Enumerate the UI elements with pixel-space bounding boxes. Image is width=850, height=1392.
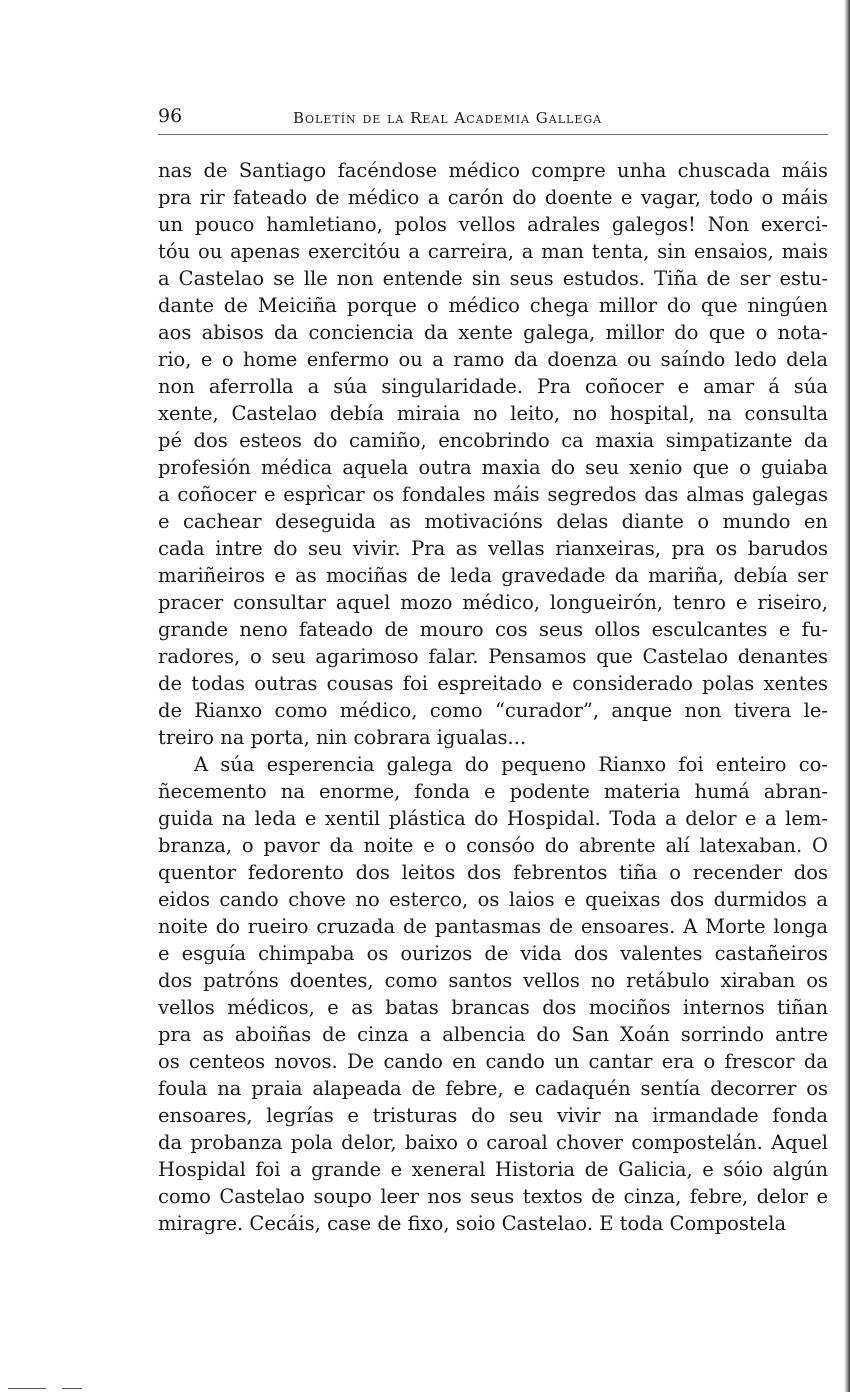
text-line: pra rir fateado de médico a carón do doente e vagar, todo o máis — [158, 186, 828, 209]
text-line: ensoares, legrías e tristuras do seu vivir na irmandade fonda — [158, 1104, 828, 1127]
running-header — [158, 104, 828, 132]
text-line: non aferrolla a súa singularidade. Pra coñocer e amar á súa — [158, 375, 828, 398]
text-line: cada intre do seu vivir. Pra as vellas rianxeiras, pra os barudos — [158, 537, 828, 560]
text-line: ñecemento na enorme, fonda e podente materia humá abran- — [158, 780, 828, 803]
text-line: rio, e o home enfermo ou a ramo da doenza ou saíndo ledo dela — [158, 348, 828, 371]
body-text — [158, 157, 828, 1237]
text-line: como Castelao soupo leer nos seus textos de cinza, febre, delor e — [158, 1185, 828, 1208]
text-line: treiro na porta, nin cobrara igualas... — [158, 726, 527, 749]
text-line: aos abisos da conciencia da xente galega, millor do que o nota- — [158, 321, 828, 344]
text-line: guida na leda e xentil plástica do Hospidal. Toda a delor e a lem- — [158, 807, 828, 830]
text-line: profesión médica aquela outra maxia do seu xenio que o guiaba — [158, 456, 828, 479]
text-line: foula na praia alapeada de febre, e cadaquén sentía decorrer os — [158, 1077, 828, 1100]
text-line: pracer consultar aquel mozo médico, longueirón, tenro e riseiro, — [158, 591, 828, 614]
text-line: dos patróns doentes, como santos vellos no retábulo xiraban os — [158, 969, 828, 992]
page-edge-shadow — [844, 0, 850, 1392]
text-line: quentor fedorento dos leitos dos febrentos tiña o recender dos — [158, 861, 828, 884]
text-line: de todas outras cousas foi espreitado e considerado polas xentes — [158, 672, 828, 695]
text-line: nas de Santiago facéndose médico compre unha chuscada máis — [158, 159, 828, 182]
page-number: 96 — [158, 105, 183, 127]
text-line: un pouco hamletiano, polos vellos adrales galegos! Non exerci- — [158, 213, 828, 236]
text-line: e cachear deseguida as motivacións delas diante o mundo en — [158, 510, 828, 533]
text-line: dante de Meiciña porque o médico chega millor do que ningúen — [158, 294, 828, 317]
text-line: grande neno fateado de mouro cos seus ollos esculcantes e fu- — [158, 618, 828, 641]
text-line: vellos médicos, e as batas brancas dos mociños internos tiñan — [158, 996, 828, 1019]
text-line: tóu ou apenas exercitóu a carreira, a man tenta, sin ensaios, mais — [158, 240, 828, 263]
header-rule — [158, 134, 828, 135]
text-line: a coñocer e esprìcar os fondales máis segredos das almas galegas — [158, 483, 828, 506]
running-title: Boletín de la Real Academia Gallega — [293, 109, 603, 127]
text-line: noite do rueiro cruzada de pantasmas de ensoares. A Morte longa — [158, 915, 828, 938]
text-line: e esguía chimpaba os ourizos de vida dos valentes castañeiros — [158, 942, 828, 965]
text-line: da probanza pola delor, baixo o caroal chover compostelán. Aquel — [158, 1131, 828, 1154]
text-line: Hospidal foi a grande e xeneral Historia de Galicia, e sóio algún — [158, 1158, 828, 1181]
text-line: A súa esperencia galega do pequeno Rianxo foi enteiro co- — [194, 753, 828, 776]
text-line: mariñeiros e as mociñas de leda gravedade da mariña, debía ser — [158, 564, 828, 587]
text-line: eidos cando chove no esterco, os laios e queixas dos durmidos a — [158, 888, 828, 911]
text-line: xente, Castelao debía miraia no leito, no hospital, na consulta — [158, 402, 828, 425]
footer-rule-mark — [8, 1388, 46, 1389]
text-line: radores, o seu agarimoso falar. Pensamos que Castelao denantes — [158, 645, 828, 668]
footer-rule-mark — [62, 1388, 82, 1389]
text-line: a Castelao se lle non entende sin seus estudos. Tiña de ser estu- — [158, 267, 828, 290]
text-line: branza, o pavor da noite e o consóo do abrente alí latexaban. O — [158, 834, 828, 857]
text-line: pé dos esteos do camiño, encobrindo ca maxia simpatizante da — [158, 429, 828, 452]
text-line: de Rianxo como médico, como “curador”, anque non tivera le- — [158, 699, 828, 722]
text-line: miragre. Cecáis, case de fixo, soio Castelao. E toda Compostela — [158, 1212, 787, 1235]
text-line: os centeos novos. De cando en cando un cantar era o frescor da — [158, 1050, 828, 1073]
text-line: pra as aboiñas de cinza a albencia do San Xoán sorrindo antre — [158, 1023, 828, 1046]
